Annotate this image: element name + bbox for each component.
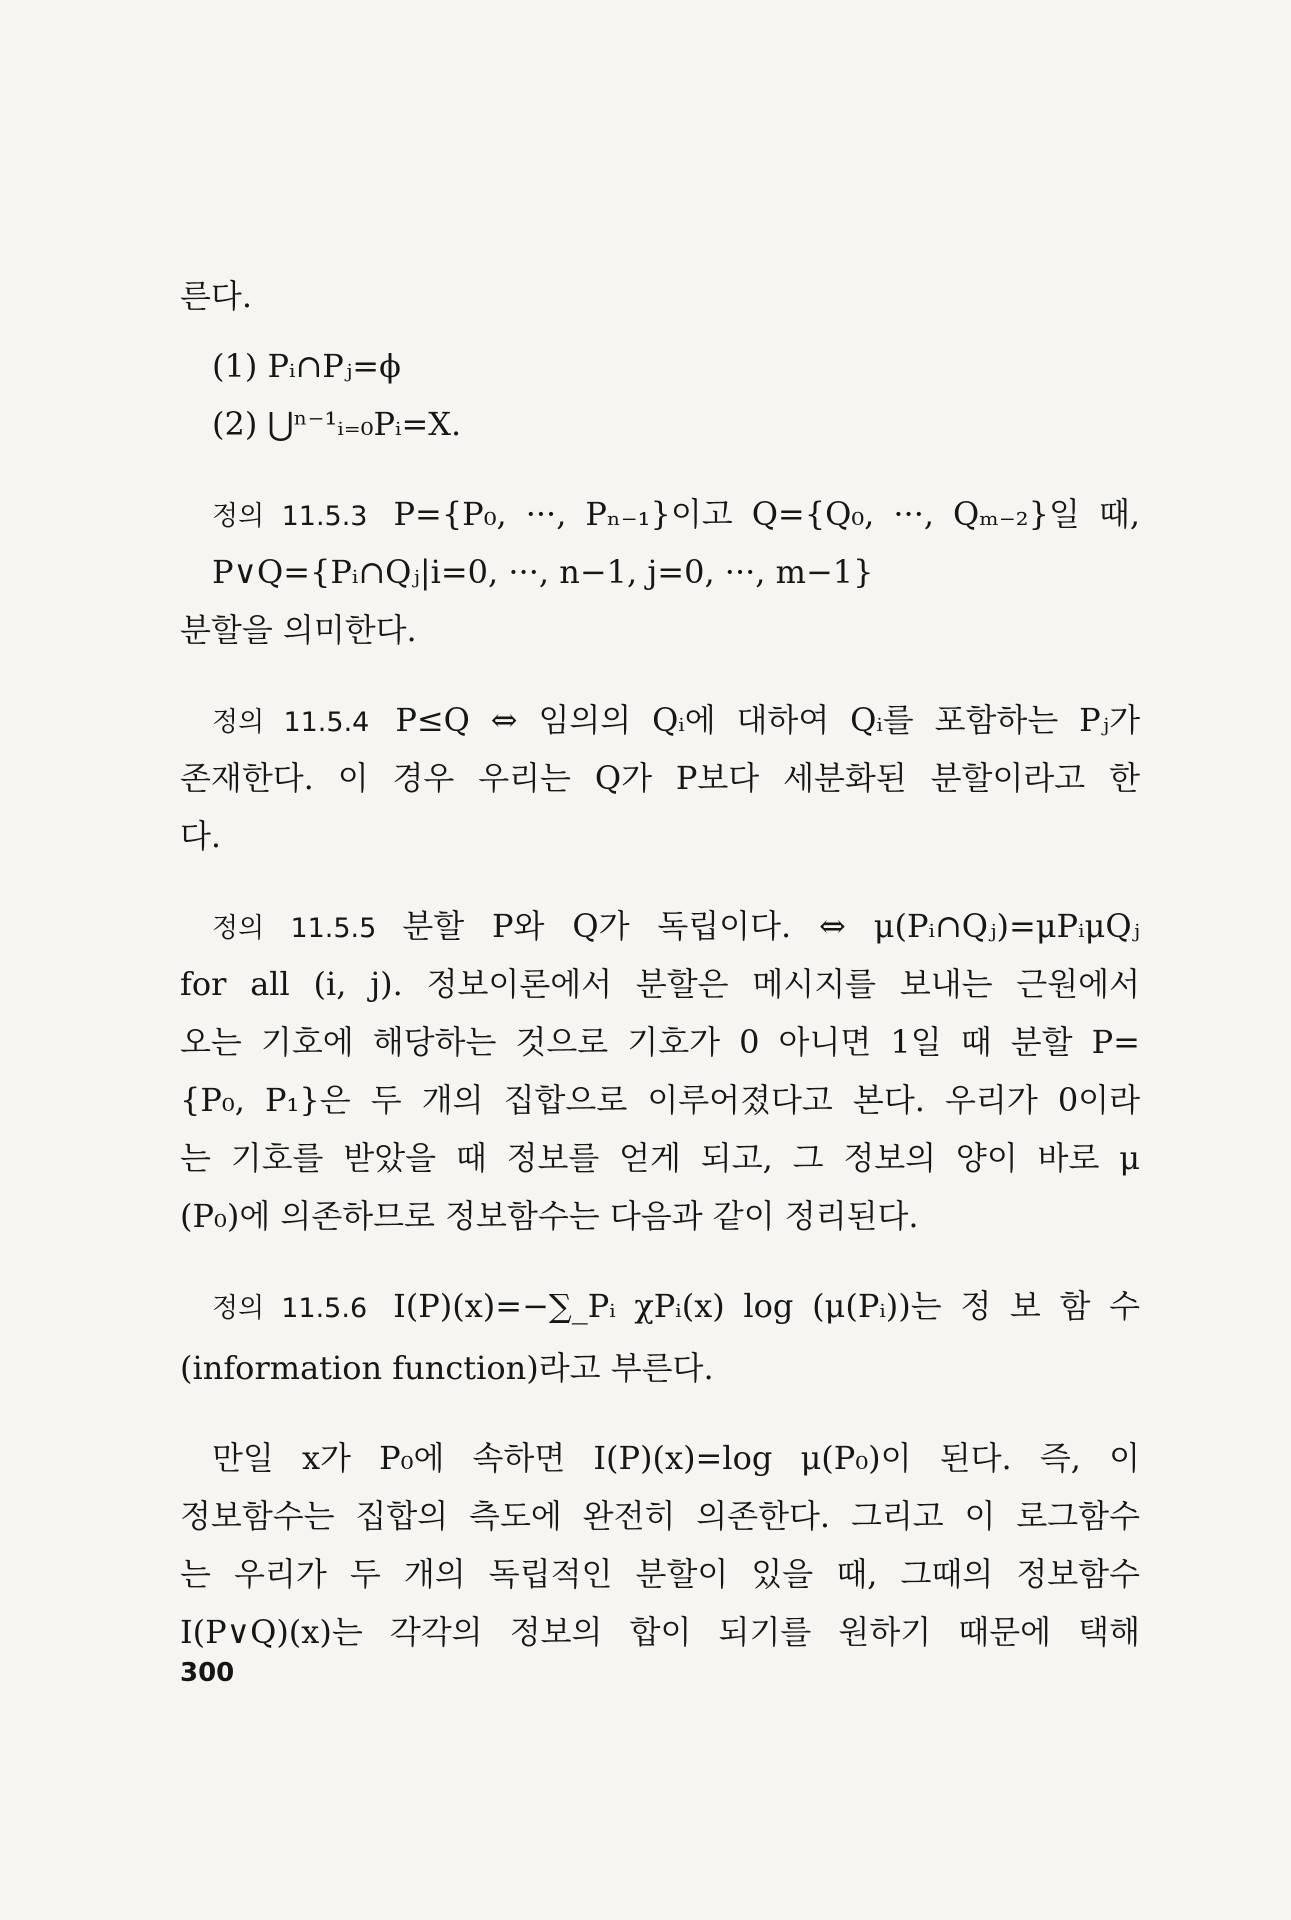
text-line <box>212 1434 1140 1482</box>
text-line <box>212 490 1140 541</box>
line-text: 분할 P와 Q가 독립이다. ⇔ μ(Pᵢ∩Qⱼ)=μPᵢμQⱼ <box>402 907 1141 945</box>
line-text: (information function)라고 부른다. <box>180 1349 714 1387</box>
text-line <box>180 812 1140 860</box>
definition-label: 정의 11.5.3 <box>212 501 368 532</box>
text-line <box>180 754 1140 802</box>
line-text: {P₀, P₁}은 두 개의 집합으로 이루어졌다고 본다. 우리가 0이라 <box>180 1081 1140 1119</box>
definition-label: 정의 11.5.6 <box>212 1293 368 1324</box>
text-line <box>212 1282 1140 1333</box>
line-text: 른다. <box>180 277 252 315</box>
text-line <box>212 902 1140 953</box>
definition-label: 정의 11.5.4 <box>212 707 370 738</box>
text-line <box>180 1492 1140 1540</box>
text-line <box>180 1550 1140 1598</box>
line-text: P={P₀, ···, Pₙ₋₁}이고 Q={Q₀, ···, Qₘ₋₂}일 때, <box>393 495 1140 533</box>
text-line <box>180 1344 1140 1392</box>
text-line <box>180 606 1140 654</box>
line-text: (1) Pᵢ∩Pⱼ=ϕ <box>212 347 401 385</box>
line-text: (P₀)에 의존하므로 정보함수는 다음과 같이 정리된다. <box>180 1197 919 1235</box>
line-text: I(P)(x)=−∑_Pᵢ χPᵢ(x) log (μ(Pᵢ))는 정 보 함 수 <box>393 1287 1141 1325</box>
line-text: I(P∨Q)(x)는 각각의 정보의 합이 되기를 원하기 때문에 택해 <box>180 1613 1140 1651</box>
line-text: P≤Q ⇔ 임의의 Qᵢ에 대하여 Qᵢ를 포함하는 Pⱼ가 <box>395 701 1141 739</box>
text-line <box>180 1076 1140 1124</box>
text-line <box>180 272 1140 320</box>
line-text: 만일 x가 P₀에 속하면 I(P)(x)=log μ(P₀)이 된다. 즉, 이 <box>212 1439 1140 1477</box>
line-text: 는 우리가 두 개의 독립적인 분할이 있을 때, 그때의 정보함수 <box>180 1555 1140 1593</box>
line-text: 다. <box>180 817 222 855</box>
line-text: 분할을 의미한다. <box>180 611 417 649</box>
text-line <box>180 1134 1140 1182</box>
text-line <box>212 400 1140 448</box>
line-text: 정보함수는 집합의 측도에 완전히 의존한다. 그리고 이 로그함수 <box>180 1497 1140 1535</box>
text-line <box>180 1192 1140 1240</box>
text-line <box>180 960 1140 1008</box>
text-line <box>180 1608 1140 1656</box>
text-line <box>212 548 1140 596</box>
page-number: 300 <box>180 1658 235 1688</box>
line-text: 는 기호를 받았을 때 정보를 얻게 되고, 그 정보의 양이 바로 μ <box>180 1139 1140 1177</box>
line-text: 오는 기호에 해당하는 것으로 기호가 0 아니면 1일 때 분할 P= <box>180 1023 1140 1061</box>
text-line <box>212 342 1140 390</box>
line-text: 존재한다. 이 경우 우리는 Q가 P보다 세분화된 분할이라고 한 <box>180 759 1140 797</box>
line-text: for all (i, j). 정보이론에서 분할은 메시지를 보내는 근원에서 <box>180 965 1140 1003</box>
line-text: (2) ⋃ⁿ⁻¹ᵢ₌₀Pᵢ=X. <box>212 405 462 443</box>
text-line <box>180 1018 1140 1066</box>
definition-label: 정의 11.5.5 <box>212 913 377 944</box>
line-text: P∨Q={Pᵢ∩Qⱼ|i=0, ···, n−1, j=0, ···, m−1} <box>212 553 874 591</box>
text-line <box>212 696 1140 747</box>
